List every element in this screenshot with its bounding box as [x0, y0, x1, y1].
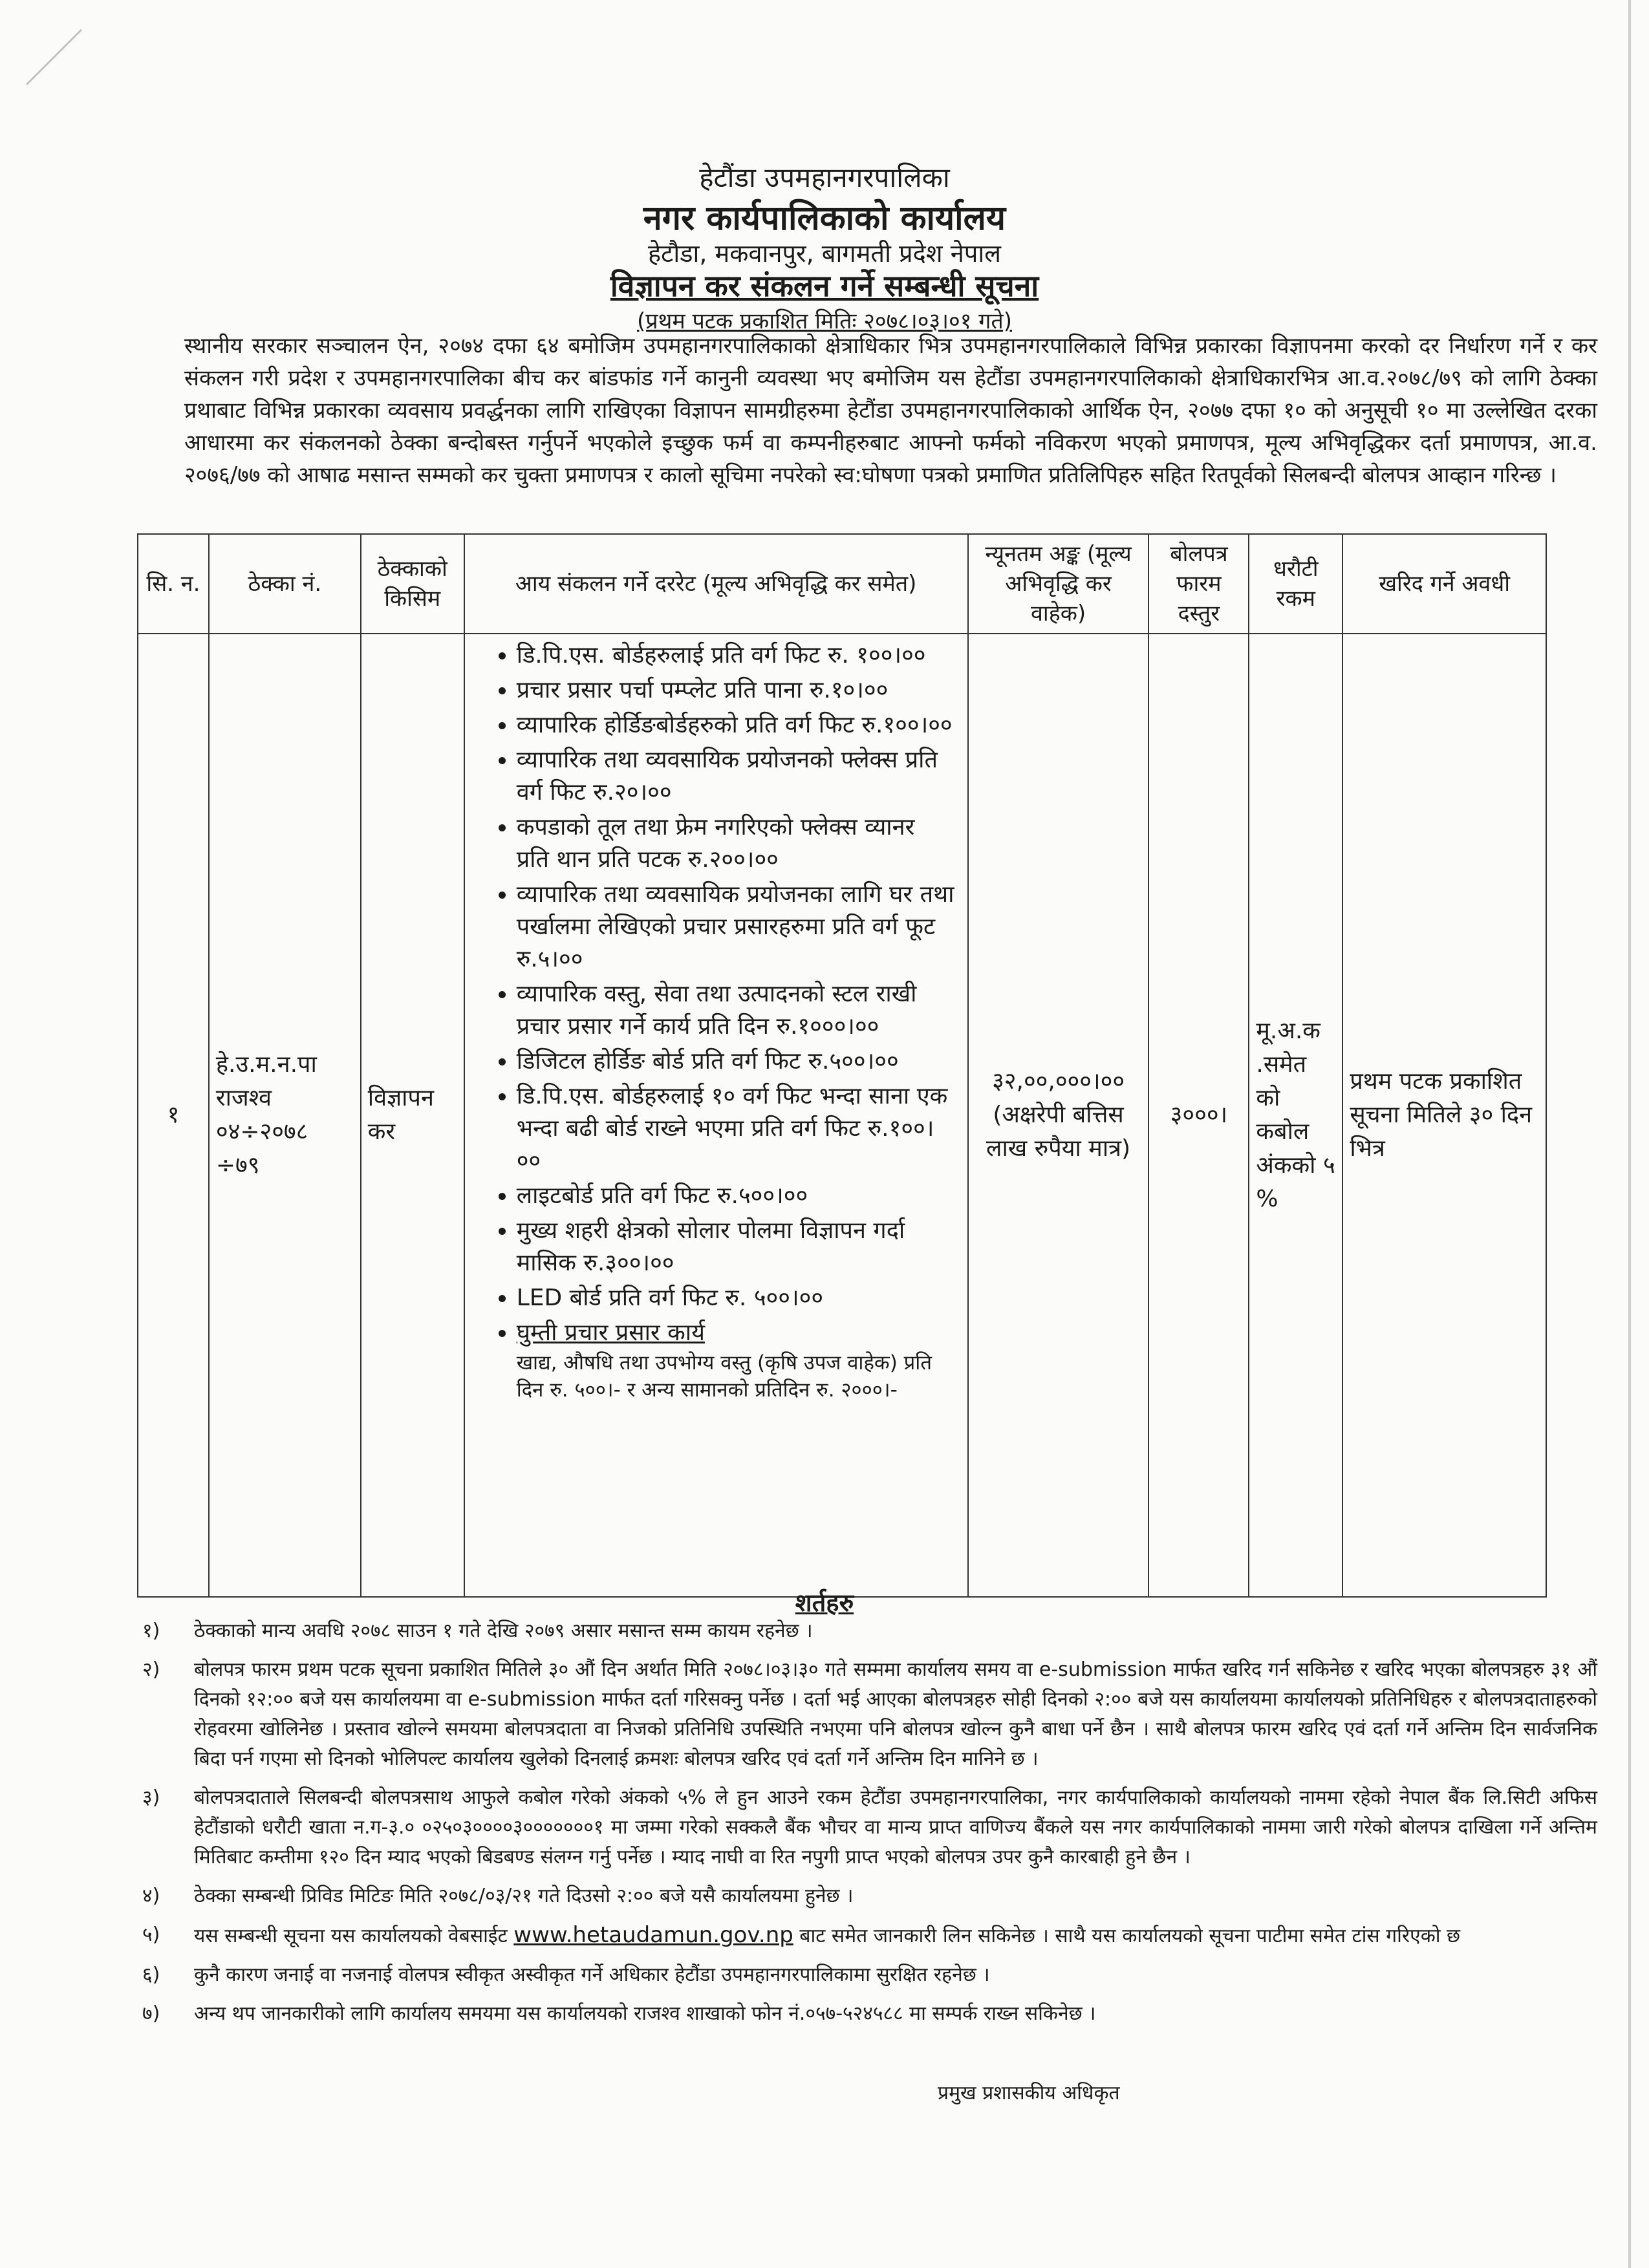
office-address: हेटौडा, मकवानपुर, बागमती प्रदेश नेपाल	[648, 239, 1001, 268]
condition-number: २)	[142, 1658, 160, 1681]
condition-text: बोलपत्रदाताले सिलबन्दी बोलपत्रसाथ आफुले कबोल गरेको अंकको ५% ले हुन आउने रकम हेटौंडा उपमहानगरपालिका, नगर कार्यपालिकाको कार्यालयको नाममा रहेको नेपाल बैंक लि.सिटी अफिस हेटौंडाको धरौटी खाता न.ग-३.० ०२५०३००००३०००००००१ मा जम्मा गरेको सक्कलै बैंक भौचर वा मान्य प्राप्त वाणिज्य बैंकले यस नगर कार्यपालिकाको नाममा जारी गरेको बोलपत्र दाखिला गर्ने अन्तिम मितिबाट कम्तीमा १२० दिन म्याद भएको बिडबण्ड संलग्न गर्नु पर्नेछ । म्याद नाघी वा रित नपुगी प्राप्त भएको बोलपत्र उपर कुनै कारबाही हुने छैन ।	[194, 1786, 1597, 1868]
header-deposit: धरौटी रकम	[1249, 534, 1342, 634]
condition-number: १)	[142, 1620, 160, 1642]
cell-type: विज्ञापन कर	[361, 634, 464, 1597]
folded-corner-mark	[0, 0, 82, 85]
conditions-title: शर्तहरु	[795, 1589, 854, 1617]
signature-title: प्रमुख प्रशासकीय अधिकृत	[938, 2082, 1120, 2104]
website-link[interactable]: www.hetaudamun.gov.np	[513, 1922, 793, 1948]
list-item: • प्रचार प्रसार पर्चा पम्प्लेट प्रति पाना रु.१०।००	[517, 674, 954, 707]
condition-text	[194, 1920, 1597, 1951]
office-name: नगर कार्यपालिकाको कार्यालय	[643, 199, 1006, 238]
condition-item	[142, 1960, 1597, 1990]
list-item-mobile	[517, 1317, 954, 1404]
condition-item	[142, 1881, 1597, 1911]
rate-list	[491, 639, 954, 1404]
condition-text: ठेक्का सम्बन्धी प्रिविड मिटिङ मिति २०७८/०३/२१ गते दिउसो २:०० बजे यसै कार्यालयमा हुनेछ ।	[194, 1885, 854, 1907]
publish-date: (प्रथम पटक प्रकाशित मितिः २०७८।०३।०१ गते)	[636, 308, 1013, 334]
scan-edge	[1628, 0, 1631, 2268]
list-item: • व्यापारिक तथा व्यवसायिक प्रयोजनका लागि घर तथा पर्खालमा लेखिएको प्रचार प्रसारहरुमा प्रति वर्ग फूट रु.५।००	[517, 879, 954, 976]
condition-text: कुनै कारण जनाई वा नजनाई वोलपत्र स्वीकृत अस्वीकृत गर्ने अधिकार हेटौंडा उपमहानगरपालिकामा सुरक्षित रहनेछ ।	[194, 1963, 990, 1986]
header-sn: सि. न.	[138, 534, 209, 634]
notice-title: विज्ञापन कर संकलन गर्ने सम्बन्धी सूचना	[610, 268, 1039, 303]
condition-item	[142, 1783, 1597, 1872]
header-form-fee: बोलपत्र फारम दस्तुर	[1148, 534, 1249, 634]
cell-min-amount	[968, 634, 1149, 1597]
mobile-heading: घुम्ती प्रचार प्रसार कार्य	[516, 1320, 705, 1346]
min-amount-value: ३२,००,०००।००	[992, 1068, 1125, 1095]
list-item: • कपडाको तूल तथा फ्रेम नगरिएको फ्लेक्स व्यानर प्रति थान प्रति पटक रु.२००।००	[517, 811, 954, 876]
list-item: • व्यापारिक होर्डिङबोर्डहरुको प्रति वर्ग फिट रु.१००।००	[517, 709, 954, 742]
condition-text-after-link: बाट समेत जानकारी लिन सकिनेछ । साथै यस कार्यालयको सूचना पाटीमा समेत टांस गरिएको छ	[799, 1925, 1461, 1947]
cell-rates	[464, 634, 968, 1597]
list-item: • LED बोर्ड प्रति वर्ग फिट रु. ५००।००	[517, 1282, 954, 1314]
cell-deposit: मू.अ.क .समेत को कबोल अंकको ५ %	[1249, 634, 1342, 1597]
condition-item	[142, 1999, 1597, 2029]
cell-form-fee: ३०००।	[1148, 634, 1249, 1597]
condition-number: ६)	[142, 1963, 160, 1986]
header-min-amount: न्यूनतम अङ्क (मूल्य अभिवृद्धि कर वाहेक)	[968, 534, 1149, 634]
list-item: • व्यापारिक तथा व्यवसायिक प्रयोजनको फ्लेक्स प्रति वर्ग फिट रु.२०।००	[517, 744, 954, 809]
list-item: • व्यापारिक वस्तु, सेवा तथा उत्पादनको स्टल राखी प्रचार प्रसार गर्ने कार्य प्रति दिन रु.१०००।००	[517, 978, 954, 1043]
condition-item	[142, 1920, 1597, 1951]
condition-number: ५)	[142, 1923, 160, 1946]
header-contract-no: ठेक्का नं.	[209, 534, 361, 634]
header-purchase-period: खरिद गर्ने अवधी	[1342, 534, 1546, 634]
condition-item	[142, 1616, 1597, 1646]
condition-text: अन्य थप जानकारीको लागि कार्यालय समयमा यस कार्यालयको राजश्व शाखाको फोन नं.०५७-५२४५८८ मा सम्पर्क राख्न सकिनेछ ।	[194, 2002, 1096, 2025]
contract-table	[137, 533, 1547, 1598]
header-type: ठेक्काको किसिम	[361, 534, 464, 634]
condition-number: ३)	[142, 1786, 160, 1809]
table-row	[138, 634, 1546, 1597]
cell-purchase-period: प्रथम पटक प्रकाशित सूचना मितिले ३० दिन भित्र	[1342, 634, 1546, 1597]
list-item: • डि.पि.एस. बोर्डहरुलाई १० वर्ग फिट भन्दा साना एक भन्दा बढी बोर्ड राख्ने भएमा प्रति वर्ग फिट रु.१००।००	[517, 1080, 954, 1177]
list-item: • डि.पि.एस. बोर्डहरुलाई प्रति वर्ग फिट रु. १००।००	[517, 639, 954, 672]
cell-contract-no: हे.उ.म.न.पा राजश्व ०४÷२०७८ ÷७९	[209, 634, 361, 1597]
condition-text-before-link: यस सम्बन्धी सूचना यस कार्यालयको वेबसाईट	[194, 1925, 508, 1947]
list-item: • लाइटबोर्ड प्रति वर्ग फिट रु.५००।००	[517, 1180, 954, 1212]
condition-number: ४)	[142, 1885, 160, 1907]
header-rate: आय संकलन गर्ने दररेट (मूल्य अभिवृद्धि कर समेत)	[464, 534, 968, 634]
cell-sn: १	[138, 634, 209, 1597]
intro-paragraph: स्थानीय सरकार सञ्चालन ऐन, २०७४ दफा ६४ बमोजिम उपमहानगरपालिकाको क्षेत्राधिकार भित्र उपमहानगरपालिकाले विभिन्न प्रकारका विज्ञापनमा करको दर निर्धारण गर्ने र कर संकलन गरी प्रदेश र उपमहानगरपालिका बीच कर बांडफांड गर्ने कानुनी व्यवस्था भए बमोजिम यस हेटौंडा उपमहानगरपालिकाको क्षेत्राधिकारभित्र आ.व.२०७८/७९ को लागि ठेक्का प्रथाबाट विभिन्न प्रकारका व्यवसाय प्रवर्द्धनका लागि राखिएका विज्ञापन सामग्रीहरुमा हेटौंडा उपमहानगरपालिकाको आर्थिक ऐन, २०७७ दफा १० को अनुसूची १० मा उल्लेखित दरका आधारमा कर संकलनको ठेक्का बन्दोबस्त गर्नुपर्ने भएकोले इच्छुक फर्म वा कम्पनीहरुबाट आफ्नो फर्मको नविकरण भएको प्रमाणपत्र, मूल्य अभिवृद्धिकर दर्ता प्रमाणपत्र, आ.व. २०७६/७७ को आषाढ मसान्त सम्मको कर चुक्ता प्रमाणपत्र र कालो सूचिमा नपरेको स्व:घोषणा पत्रको प्रमाणित प्रतिलिपिहरु सहित रितपूर्वको सिलबन्दी बोलपत्र आव्हान गरिन्छ ।	[184, 333, 1597, 488]
condition-text: ठेक्काको मान्य अवधि २०७८ साउन १ गते देखि २०७९ असार मसान्त सम्म कायम रहनेछ ।	[194, 1620, 813, 1642]
mobile-text: खाद्य, औषधि तथा उपभोग्य वस्तु (कृषि उपज वाहेक) प्रति दिन रु. ५००।- र अन्य सामानको प्रतिदिन रु. २०००।-	[516, 1351, 932, 1402]
list-item: • डिजिटल होर्डिङ बोर्ड प्रति वर्ग फिट रु.५००।००	[517, 1045, 954, 1078]
list-item: • मुख्य शहरी क्षेत्रको सोलार पोलमा विज्ञापन गर्दा मासिक रु.३००।००	[517, 1215, 954, 1279]
min-amount-words: (अक्षरेपी बत्तिस लाख रुपैया मात्र)	[986, 1102, 1131, 1162]
condition-item	[142, 1655, 1597, 1774]
condition-text: बोलपत्र फारम प्रथम पटक सूचना प्रकाशित मितिले ३० औं दिन अर्थात मिति २०७८।०३।३० गते सम्ममा कार्यालय समय वा e-submission मार्फत खरिद गर्न सकिनेछ र खरिद भएका बोलपत्रहरु ३१ औं दिनको १२:०० बजे यस कार्यालयमा वा e-submission मार्फत दर्ता गरिसक्नु पर्नेछ । दर्ता भई आएका बोलपत्रहरु सोही दिनको २:०० बजे यस कार्यालयमा कार्यालयको प्रतिनिधिहरु र बोलपत्रदाताहरुको रोहवरमा खोलिनेछ । प्रस्ताव खोल्ने समयमा बोलपत्रदाता वा निजको प्रतिनिधि उपस्थिति नभएमा पनि बोलपत्र खोल्न कुनै बाधा पर्ने छैन । साथै बोलपत्र फारम खरिद एवं दर्ता गर्ने अन्तिम दिन सार्वजनिक बिदा पर्न गएमा सो दिनको भोलिपल्ट कार्यालय खुलेको दिनलाई क्रमशः बोलपत्र खरिद एवं दर्ता गर्ने अन्तिम दिन मानिने छ ।	[194, 1658, 1597, 1770]
condition-number: ७)	[142, 2002, 160, 2025]
conditions-list	[142, 1616, 1597, 2038]
table-header-row	[138, 534, 1546, 634]
municipality-name: हेटौंडा उपमहानगरपालिका	[699, 162, 950, 193]
